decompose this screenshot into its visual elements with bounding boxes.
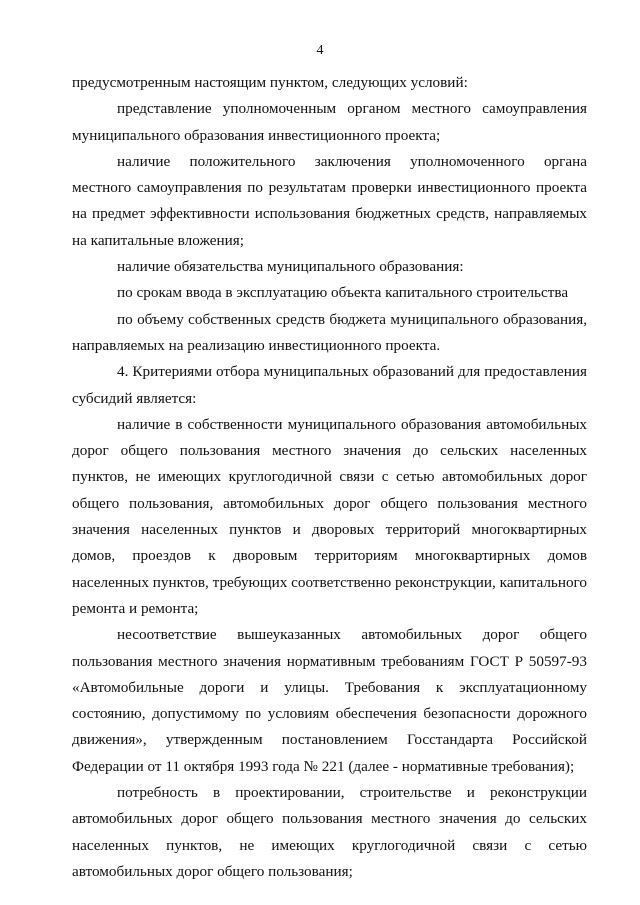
paragraph-criteria-heading: 4. Критериями отбора муниципальных образований для предоставления субсидий является:	[72, 363, 587, 407]
page-number: 4	[316, 43, 324, 58]
paragraph-continuation: предусмотренным настоящим пунктом, следующих условий:	[72, 74, 468, 91]
paragraph-condition-project: представление уполномоченным органом местного самоуправления муниципального образования инвестиционного проекта;	[72, 100, 587, 144]
document-body	[72, 70, 587, 885]
paragraph-condition-conclusion: наличие положительного заключения уполномоченного органа местного самоуправления по результатам проверки инвестиционного проекта на предмет эффективности использования бюджетных средств, направляемых на капитальные вложения;	[72, 152, 587, 249]
paragraph-criterion-ownership: наличие в собственности муниципального образования автомобильных дорог общего пользования местного значения до сельских населенных пунктов, не имеющих круглогодичной связи с сетью автомобильных дорог общего пользования, автомобильных дорог общего пользования местного значения населенных пунктов и дворовых территорий многоквартирных домов, проездов к дворовым территориям многоквартирных домов населенных пунктов, требующих соответственно реконструкции, капитального ремонта и ремонта;	[72, 415, 587, 617]
paragraph-condition-obligation: наличие обязательства муниципального образования:	[117, 258, 464, 276]
paragraph-obligation-terms: по срокам ввода в эксплуатацию объекта капитального строительства	[117, 284, 569, 302]
paragraph-criterion-nonconformity: несоответствие вышеуказанных автомобильных дорог общего пользования местного значения нормативным требованиям ГОСТ Р 50597-93 «Автомобильные дороги и улицы. Требования к эксплуатационному состоянию, допустимому по условиям обеспечения безопасности дорожного движения», утвержденным постановлением Госстандарта Российской Федерации от 11 октября 1993 года № 221 (далее - нормативные требования);	[72, 626, 587, 775]
paragraph-obligation-funds: по объему собственных средств бюджета муниципального образования, направляемых на реализацию инвестиционного проекта.	[72, 310, 587, 354]
paragraph-criterion-need: потребность в проектировании, строительстве и реконструкции автомобильных дорог общего пользования местного значения до сельских населенных пунктов, не имеющих круглогодичной связи с сетью автомобильных дорог общего пользования;	[72, 784, 587, 880]
